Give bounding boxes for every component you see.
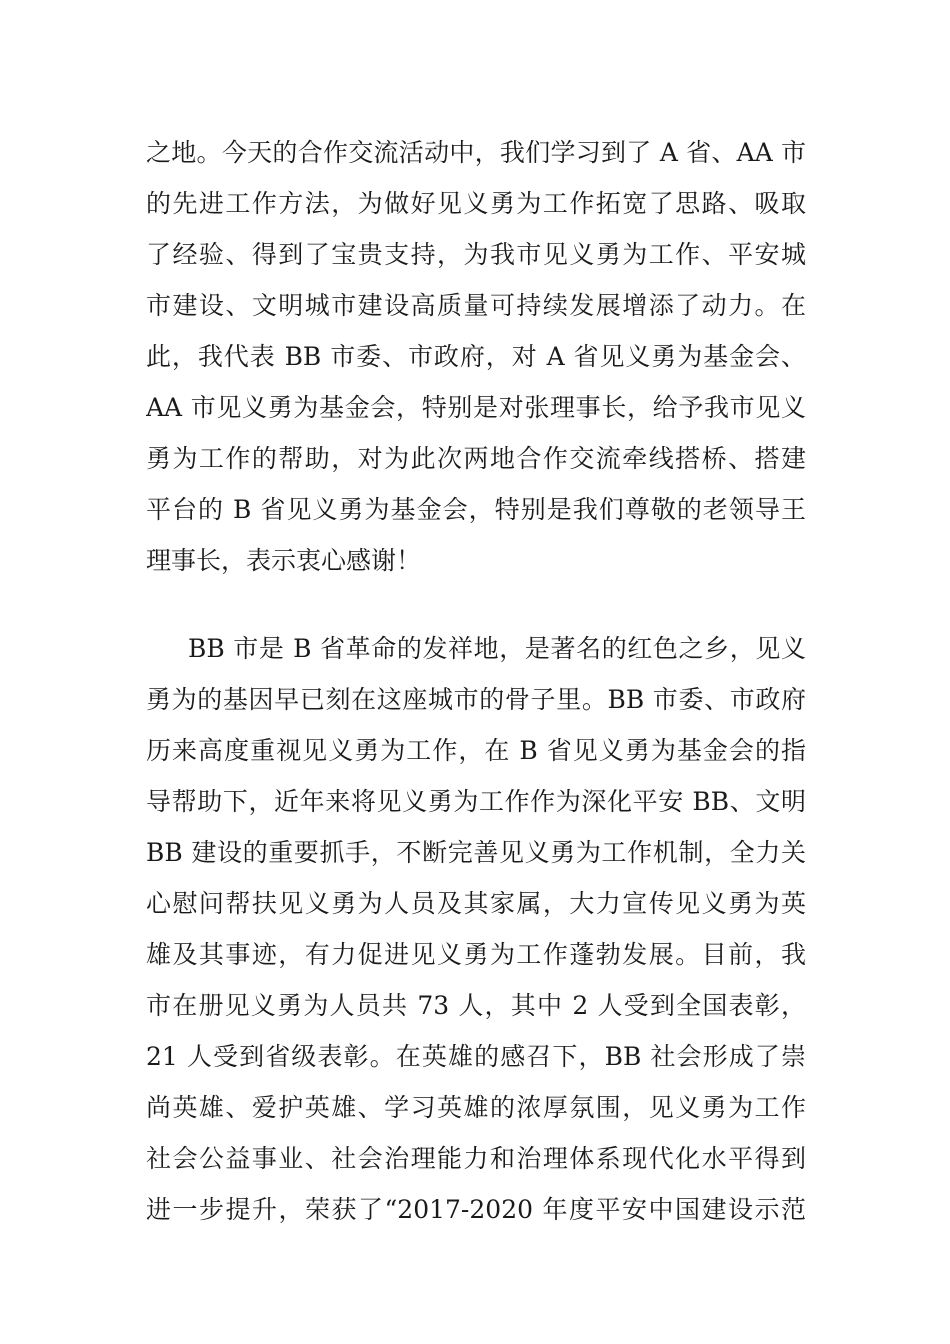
paragraph-line: 历来高度重视见义勇为工作，在 B 省见义勇为基金会的指 <box>146 736 806 765</box>
paragraph-line: 了经验、得到了宝贵支持，为我市见义勇为工作、平安城 <box>146 240 806 269</box>
paragraph-line: 雄及其事迹，有力促进见义勇为工作蓬勃发展。目前，我 <box>146 940 806 969</box>
paragraph-line: 21 人受到省级表彰。在英雄的感召下，BB 社会形成了崇 <box>146 1042 806 1071</box>
paragraph-line: AA 市见义勇为基金会，特别是对张理事长，给予我市见义 <box>146 393 806 422</box>
paragraph-1 <box>146 127 806 586</box>
paragraph-line: 平台的 B 省见义勇为基金会，特别是我们尊敬的老领导王 <box>146 495 806 524</box>
paragraph-line: 之地。今天的合作交流活动中，我们学习到了 A 省、AA 市 <box>146 138 806 167</box>
paragraph-line: 心慰问帮扶见义勇为人员及其家属，大力宣传见义勇为英 <box>146 889 806 918</box>
paragraph-line: 尚英雄、爱护英雄、学习英雄的浓厚氛围，见义勇为工作 <box>146 1093 806 1122</box>
paragraph-line: 的先进工作方法，为做好见义勇为工作拓宽了思路、吸取 <box>146 189 806 218</box>
paragraph-line: 理事长，表示衷心感谢！ <box>146 546 422 575</box>
paragraph-line: 导帮助下，近年来将见义勇为工作作为深化平安 BB、文明 <box>146 787 806 816</box>
paragraph-line: 市在册见义勇为人员共 73 人，其中 2 人受到全国表彰， <box>146 991 806 1020</box>
paragraph-line: BB 市是 B 省革命的发祥地，是著名的红色之乡，见义 <box>188 634 806 663</box>
paragraph-2 <box>146 623 806 1235</box>
paragraph-line: BB 建设的重要抓手，不断完善见义勇为工作机制，全力关 <box>146 838 806 867</box>
paragraph-line: 社会公益事业、社会治理能力和治理体系现代化水平得到 <box>146 1144 806 1173</box>
paragraph-line: 此，我代表 BB 市委、市政府，对 A 省见义勇为基金会、 <box>146 342 806 371</box>
paragraph-line: 进一步提升，荣获了“2017-2020 年度平安中国建设示范 <box>146 1195 806 1224</box>
paragraph-line: 市建设、文明城市建设高质量可持续发展增添了动力。在 <box>146 291 806 320</box>
paragraph-line: 勇为的基因早已刻在这座城市的骨子里。BB 市委、市政府 <box>146 685 806 714</box>
paragraph-line: 勇为工作的帮助，对为此次两地合作交流牵线搭桥、搭建 <box>146 444 806 473</box>
